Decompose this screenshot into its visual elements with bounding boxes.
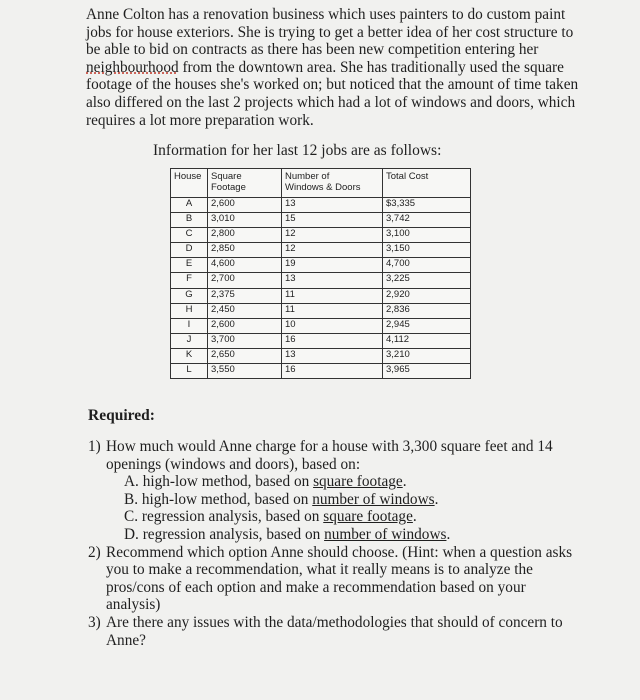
cell-square-footage: 2,450	[208, 303, 282, 318]
option-underlined: number of windows	[324, 525, 447, 543]
cell-square-footage: 2,700	[208, 273, 282, 288]
cell-house: B	[171, 213, 208, 228]
option-prefix: D. regression analysis, based on	[124, 525, 325, 543]
question-1-options	[106, 473, 578, 543]
cell-house: C	[171, 228, 208, 243]
cell-square-footage: 3,700	[208, 333, 282, 348]
cell-house: H	[171, 303, 208, 318]
question-text: How much would Anne charge for a house with 3,300 square feet and 14 openings (windows and doors), based on:	[106, 438, 553, 473]
cell-house: K	[171, 348, 208, 363]
cell-house: L	[171, 364, 208, 379]
question-number: 3)	[88, 613, 101, 631]
cell-square-footage: 4,600	[208, 258, 282, 273]
cell-windows-doors: 11	[282, 288, 383, 303]
cell-total-cost: 3,100	[383, 228, 471, 243]
table-row	[171, 318, 471, 333]
info-heading: Information for her last 12 jobs are as follows:	[153, 142, 442, 159]
question-1	[88, 438, 578, 544]
questions-list	[88, 438, 578, 649]
intro-text-2: from the downtown area. She has traditionally used the square footage of the houses she's worked on; but noticed that the amount of time taken also differed on the last 2 projects which had a lot of windows and doors, which requires a lot more preparation work.	[86, 58, 579, 129]
cell-square-footage: 3,010	[208, 213, 282, 228]
jobs-table	[170, 168, 471, 379]
cell-windows-doors: 13	[282, 198, 383, 213]
cell-windows-doors: 16	[282, 333, 383, 348]
required-heading: Required:	[88, 407, 155, 424]
cell-total-cost: 2,836	[383, 303, 471, 318]
cell-house: G	[171, 288, 208, 303]
table-row	[171, 243, 471, 258]
table-row	[171, 364, 471, 379]
cell-windows-doors: 13	[282, 273, 383, 288]
cell-windows-doors: 12	[282, 243, 383, 258]
cell-square-footage: 2,850	[208, 243, 282, 258]
spellcheck-word: neighbourhood	[86, 58, 179, 76]
cell-windows-doors: 19	[282, 258, 383, 273]
option-suffix: .	[434, 490, 439, 508]
question-3	[88, 614, 578, 649]
option-suffix: .	[412, 508, 417, 526]
table-header-row	[171, 169, 471, 198]
cell-total-cost: 3,742	[383, 213, 471, 228]
option-suffix: .	[446, 525, 451, 543]
cell-square-footage: 2,650	[208, 348, 282, 363]
cell-house: E	[171, 258, 208, 273]
question-text: Recommend which option Anne should choose. (Hint: when a question asks you to make a recommendation, what it really means is to analyze the pros/cons of each option and make a recommendation based on your analysis)	[106, 543, 573, 614]
cell-square-footage: 3,550	[208, 364, 282, 379]
cell-square-footage: 2,800	[208, 228, 282, 243]
option-underlined: square footage	[313, 473, 403, 491]
cell-total-cost: 3,150	[383, 243, 471, 258]
intro-text-1: Anne Colton has a renovation business which uses painters to do custom paint jobs for house exteriors. She is trying to get a better idea of her cost structure to be able to bid on contracts as there has been new competition entering her	[86, 6, 574, 59]
cell-total-cost: 3,210	[383, 348, 471, 363]
cell-house: F	[171, 273, 208, 288]
table-row	[171, 333, 471, 348]
option-underlined: number of windows	[312, 490, 435, 508]
cell-square-footage: 2,600	[208, 198, 282, 213]
cell-total-cost: 4,112	[383, 333, 471, 348]
table-row	[171, 258, 471, 273]
table-row	[171, 198, 471, 213]
option-prefix: C. regression analysis, based on	[124, 508, 324, 526]
cell-windows-doors: 15	[282, 213, 383, 228]
cell-windows-doors: 12	[282, 228, 383, 243]
cell-total-cost: 2,920	[383, 288, 471, 303]
cell-house: J	[171, 333, 208, 348]
cell-windows-doors: 13	[282, 348, 383, 363]
cell-total-cost: 4,700	[383, 258, 471, 273]
cell-windows-doors: 16	[282, 364, 383, 379]
option-prefix: B. high-low method, based on	[124, 490, 313, 508]
intro-paragraph	[86, 6, 586, 129]
option-prefix: A. high-low method, based on	[124, 473, 314, 491]
table-row	[171, 288, 471, 303]
option-item	[106, 508, 578, 526]
cell-total-cost: 3,225	[383, 273, 471, 288]
option-item	[106, 526, 578, 544]
option-underlined: square footage	[323, 508, 413, 526]
option-item	[106, 491, 578, 509]
cell-house: A	[171, 198, 208, 213]
cell-square-footage: 2,600	[208, 318, 282, 333]
option-suffix: .	[402, 473, 407, 491]
question-number: 1)	[88, 438, 101, 455]
option-item	[106, 473, 578, 491]
table-row	[171, 348, 471, 363]
cell-total-cost: 2,945	[383, 318, 471, 333]
cell-total-cost: 3,965	[383, 364, 471, 379]
table-row	[171, 228, 471, 243]
question-2	[88, 544, 578, 614]
header-square-footage: Square Footage	[208, 169, 282, 198]
table-row	[171, 273, 471, 288]
header-total-cost: Total Cost	[383, 169, 471, 198]
cell-square-footage: 2,375	[208, 288, 282, 303]
header-windows-doors: Number of Windows & Doors	[282, 169, 383, 198]
table-row	[171, 303, 471, 318]
cell-house: I	[171, 318, 208, 333]
table-row	[171, 213, 471, 228]
table-body	[171, 198, 471, 379]
cell-total-cost: $3,335	[383, 198, 471, 213]
question-text: Are there any issues with the data/methodologies that should of concern to Anne?	[106, 613, 563, 649]
cell-windows-doors: 11	[282, 303, 383, 318]
question-number: 2)	[88, 543, 101, 561]
header-house: House	[171, 169, 208, 198]
cell-house: D	[171, 243, 208, 258]
cell-windows-doors: 10	[282, 318, 383, 333]
